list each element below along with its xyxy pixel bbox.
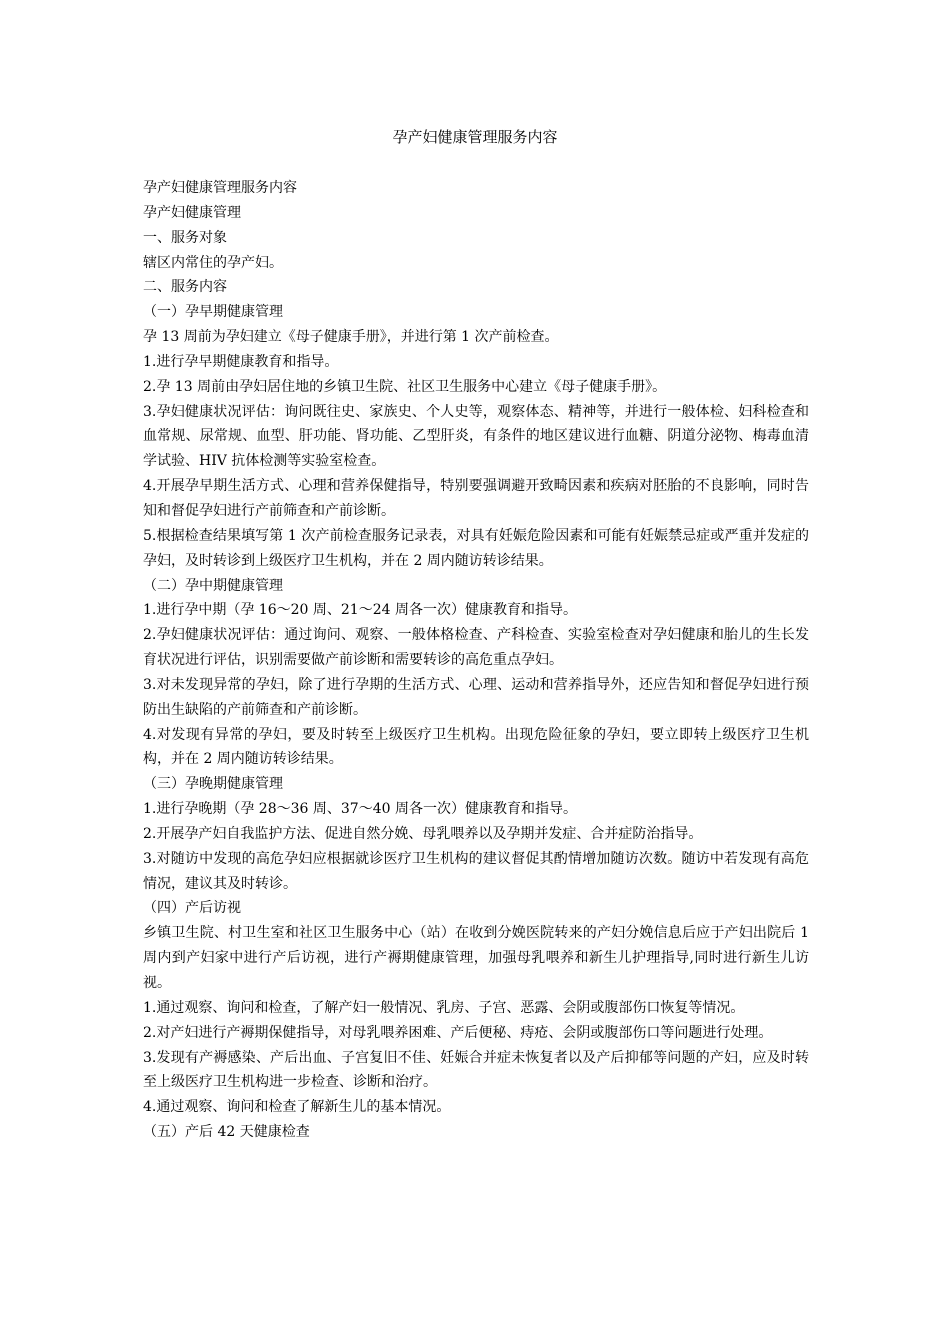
paragraph: 孕 13 周前为孕妇建立《母子健康手册》，并进行第 1 次产前检查。 [143,329,559,346]
paragraph: 辖区内常住的孕产妇。 [143,254,283,271]
paragraph: 1.通过观察、询问和检查，了解产妇一般情况、乳房、子宫、恶露、会阴或腹部伤口恢复等情况。 [143,999,745,1016]
paragraph: 二、服务内容 [143,279,227,296]
paragraph: 一、服务对象 [143,229,227,246]
paragraph: 2.孕妇健康状况评估：通过询问、观察、一般体格检查、产科检查、实验室检查对孕妇健康和胎儿的生长发育状况进行评估，识别需要做产前诊断和需要转诊的高危重点孕妇。 [143,627,809,669]
paragraph: （三）孕晚期健康管理 [143,776,283,793]
paragraph: （一）孕早期健康管理 [143,304,283,321]
paragraph: 1.进行孕中期（孕 16～20 周、21～24 周各一次）健康教育和指导。 [143,602,577,619]
paragraph: 3.对未发现异常的孕妇，除了进行孕期的生活方式、心理、运动和营养指导外，还应告知和督促孕妇进行预防出生缺陷的产前筛查和产前诊断。 [143,676,809,718]
paragraph: （二）孕中期健康管理 [143,577,283,594]
paragraph: 孕产妇健康管理服务内容 [143,180,297,196]
paragraph: 乡镇卫生院、村卫生室和社区卫生服务中心（站）在收到分娩医院转来的产妇分娩信息后应于产妇出院后 1 周内到产妇家中进行产后访视，进行产褥期健康管理，加强母乳喂养和新生儿护理指导,同时进行新生儿访视。 [143,925,809,991]
paragraph: 孕产妇健康管理 [143,204,241,221]
paragraph: 1.进行孕早期健康教育和指导。 [143,353,339,370]
paragraph: （五）产后 42 天健康检查 [143,1124,310,1141]
paragraph: 5.根据检查结果填写第 1 次产前检查服务记录表，对具有妊娠危险因素和可能有妊娠禁忌症或严重并发症的孕妇，及时转诊到上级医疗卫生机构，并在 2 周内随访转诊结果。 [143,527,809,569]
paragraph: 3.发现有产褥感染、产后出血、子宫复旧不佳、妊娠合并症未恢复者以及产后抑郁等问题的产妇，应及时转至上级医疗卫生机构进一步检查、诊断和治疗。 [143,1049,809,1091]
paragraph: 3.对随访中发现的高危孕妇应根据就诊医疗卫生机构的建议督促其酌情增加随访次数。随访中若发现有高危情况，建议其及时转诊。 [143,850,809,892]
paragraph: 2.孕 13 周前由孕妇居住地的乡镇卫生院、社区卫生服务中心建立《母子健康手册》。 [143,378,667,395]
paragraph: （四）产后访视 [143,900,241,917]
paragraph: 2.对产妇进行产褥期保健指导，对母乳喂养困难、产后便秘、痔疮、会阴或腹部伤口等问题进行处理。 [143,1024,773,1041]
paragraph: 4.对发现有异常的孕妇，要及时转至上级医疗卫生机构。出现危险征象的孕妇，要立即转上级医疗卫生机构，并在 2 周内随访转诊结果。 [143,726,809,768]
paragraph: 2.开展孕产妇自我监护方法、促进自然分娩、母乳喂养以及孕期并发症、合并症防治指导。 [143,825,703,842]
paragraph: 4.开展孕早期生活方式、心理和营养保健指导，特别要强调避开致畸因素和疾病对胚胎的不良影响，同时告知和督促孕妇进行产前筛查和产前诊断。 [143,478,809,519]
document-title: 孕产妇健康管理服务内容 [392,128,558,146]
paragraph: 3.孕妇健康状况评估：询问既往史、家族史、个人史等，观察体态、精神等，并进行一般体检、妇科检查和血常规、尿常规、血型、肝功能、肾功能、乙型肝炎，有条件的地区建议进行血糖、阴道分泌物、梅毒血清学试验、HIV 抗体检测等实验室检查。 [143,403,809,470]
paragraph: 1.进行孕晚期（孕 28～36 周、37～40 周各一次）健康教育和指导。 [143,801,577,818]
paragraph: 4.通过观察、询问和检查了解新生儿的基本情况。 [143,1099,451,1116]
document-body [143,176,809,1145]
